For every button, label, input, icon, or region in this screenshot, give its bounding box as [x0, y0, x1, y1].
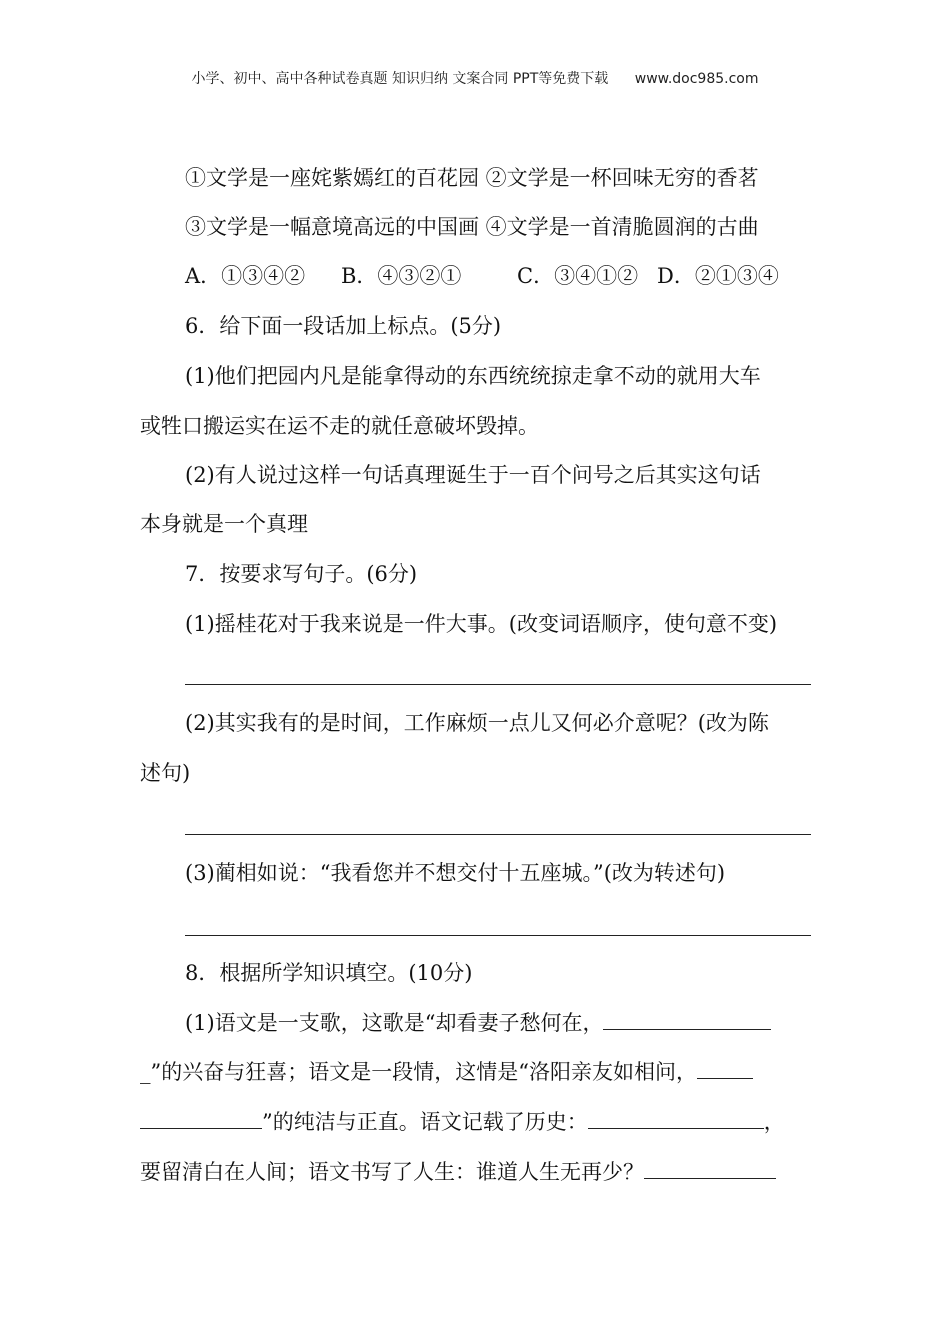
q8-line-2 — [140, 1056, 812, 1088]
q5-option-c: C．③④①② — [517, 264, 639, 288]
q8-line-1-text: (1)语文是一支歌，这歌是“却看妻子愁何在， — [185, 1011, 604, 1035]
q6-p1-line-2: 或牲口搬运实在运不走的就任意破坏毁掉。 — [140, 414, 539, 438]
q8-blank-3[interactable] — [140, 1108, 262, 1129]
q7-sentence-2-line-1: (2)其实我有的是时间，工作麻烦一点儿又何必介意呢？(改为陈 — [185, 711, 769, 735]
q7-title: 7．按要求写句子。(6分) — [185, 562, 418, 586]
q7-sentence-3: (3)蔺相如说：“我看您并不想交付十五座城。”(改为转述句) — [185, 861, 726, 885]
q6-title: 6．给下面一段话加上标点。(5分) — [185, 314, 502, 338]
q6-p2-line-1: (2)有人说过这样一句话真理诞生于一百个问号之后其实这句话 — [185, 463, 761, 487]
q5-option-a: A．①③④② — [185, 264, 306, 288]
q7-sentence-1: (1)摇桂花对于我来说是一件大事。(改变词语顺序，使句意不变) — [185, 612, 778, 636]
q8-blank-5[interactable] — [644, 1158, 776, 1179]
q7-sentence-2-line-2: 述句) — [140, 761, 191, 785]
header-text: 小学、初中、高中各种试卷真题 知识归纳 文案合同 PPT等免费下载 — [191, 71, 609, 87]
q8-blank-1[interactable] — [603, 1009, 771, 1030]
q8-line-3 — [140, 1106, 812, 1138]
q5-option-b: B．④③②① — [341, 264, 462, 288]
q5-line-2: ③文学是一幅意境高远的中国画 ④文学是一首清脆圆润的古曲 — [185, 215, 759, 239]
q8-line-3-comma: ， — [763, 1110, 785, 1134]
q5-option-d: D．②①③④ — [657, 264, 779, 288]
q6-p1-line-1: (1)他们把园内凡是能拿得动的东西统统掠走拿不动的就用大车 — [185, 364, 761, 388]
q5-line-1: ①文学是一座姹紫嫣红的百花园 ②文学是一杯回味无穷的香茗 — [185, 166, 759, 190]
q7-answer-line-2[interactable] — [185, 834, 811, 835]
q7-answer-line-1[interactable] — [185, 684, 811, 685]
q8-blank-4[interactable] — [588, 1108, 764, 1129]
q8-line-1 — [185, 1007, 812, 1039]
q8-line-3-text: ”的纯洁与正直。语文记载了历史： — [262, 1110, 588, 1134]
q7-answer-line-3[interactable] — [185, 935, 811, 936]
q8-line-4-text: 要留清白在人间；语文书写了人生：谁道人生无再少？ — [140, 1160, 644, 1184]
q8-line-4 — [140, 1156, 812, 1188]
q6-p2-line-2: 本身就是一个真理 — [140, 512, 308, 536]
q8-blank-2[interactable] — [697, 1058, 753, 1079]
page-header — [0, 68, 950, 88]
header-site[interactable]: www.doc985.com — [634, 71, 759, 87]
q8-line-2-text: _”的兴奋与狂喜；语文是一段情，这情是“洛阳亲友如相问， — [140, 1060, 697, 1084]
q8-title: 8．根据所学知识填空。(10分) — [185, 961, 473, 985]
q5-options — [185, 260, 812, 292]
